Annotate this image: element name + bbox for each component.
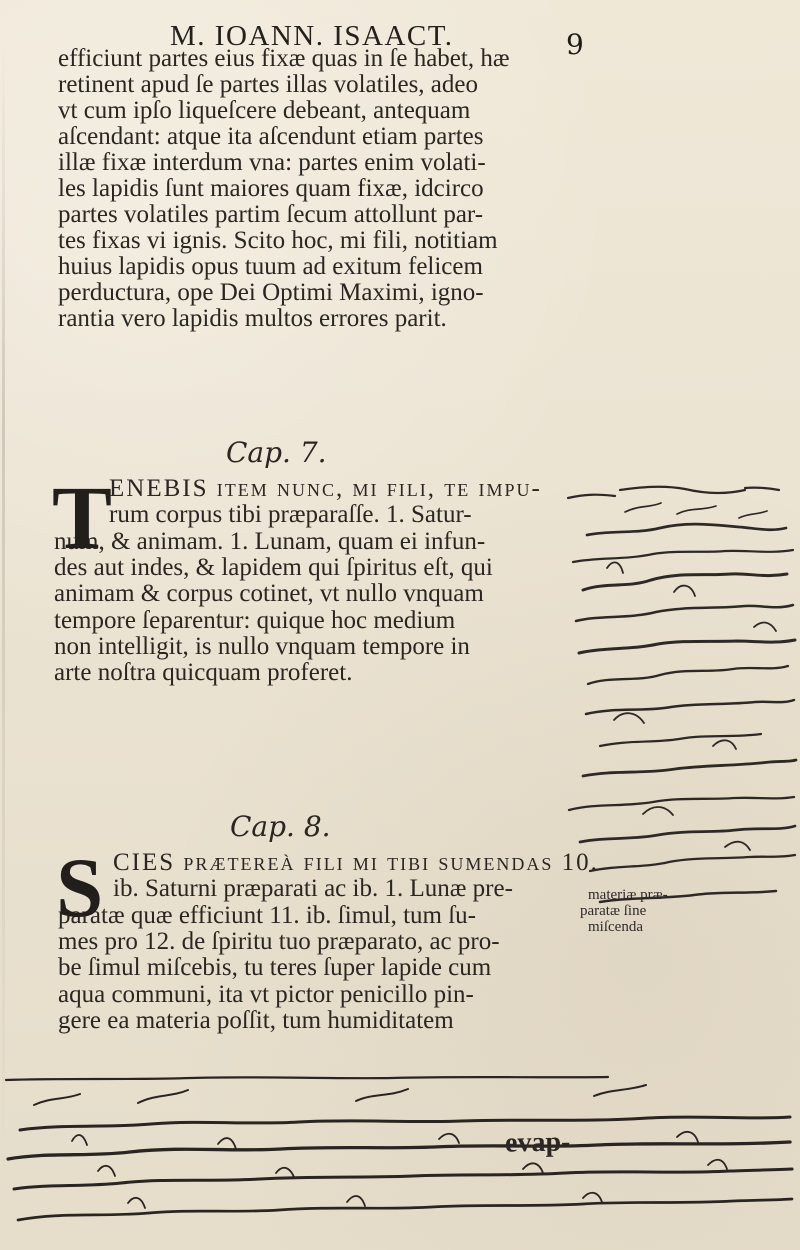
paragraph-line: rum corpus tibi præparaſſe. 1. Satur- <box>109 501 472 529</box>
running-head: M. IOANN. ISAACT. <box>170 20 454 52</box>
chapter-8 <box>58 812 618 1034</box>
text-line: partes volatiles partim ſecum attollunt par- <box>58 201 484 228</box>
paragraph-line: aqua communi, ita vt pictor penicillo pin- <box>58 980 474 1008</box>
paragraph-first-line-rest: CIES prætereà fili mi tibi ſumendas 10. <box>113 848 599 876</box>
chapter-8-paragraph <box>56 840 618 1035</box>
margin-note-line: materiæ præ- <box>588 887 668 903</box>
text-line: les lapidis ſunt maiores quam fixæ, idcirco <box>58 175 484 202</box>
page-edge-shadow <box>2 42 5 1192</box>
text-line: tes fixas vi ignis. Scito hoc, mi fili, notitiam <box>58 227 498 254</box>
paragraph-line: arte noſtra quicquam proferet. <box>54 659 353 687</box>
bottom-handwriting <box>0 1070 800 1250</box>
chapter-7-paragraph <box>52 468 614 687</box>
text-line: vt cum ipſo liqueſcere debeant, antequam <box>58 97 471 124</box>
paragraph-line: gere ea materia poſſit, tum humiditatem <box>58 1007 454 1035</box>
paragraph-line: des aut indes, & lapidem qui ſpiritus eſt, qui <box>54 553 493 581</box>
text-line: retinent apud ſe partes illas volatiles, adeo <box>58 71 478 98</box>
paragraph-first-line <box>58 850 618 876</box>
paragraph-line: animam & corpus cotinet, vt nullo vnquam <box>54 580 484 608</box>
paragraph-line: tempore ſeparentur: quique hoc medium <box>54 606 456 634</box>
margin-note-line: miſcenda <box>588 918 643 935</box>
margin-note <box>580 888 775 935</box>
text-line: efficiunt partes eius fixæ quas in ſe habet, hæ <box>58 45 510 72</box>
text-line: huius lapidis opus tuum ad exitum felicem <box>58 253 483 280</box>
paragraph-first-line-rest: ENEBIS item nunc, mi fili, te impu- <box>109 474 542 502</box>
text-line: illæ fixæ interdum vna: partes enim volati- <box>58 149 486 176</box>
text-line: rantia vero lapidis multos errores parit. <box>58 305 447 332</box>
text-line: aſcendant: atque ita aſcendunt etiam partes <box>58 123 484 150</box>
chapter-title: Cap. 8. <box>230 810 331 843</box>
paragraph-line: mes pro 12. de ſpiritu tuo præparato, ac pro- <box>58 927 500 955</box>
ink-word: evap- <box>504 1126 571 1159</box>
margin-note-line: paratæ ſine <box>580 902 647 919</box>
paragraph-first-line <box>54 476 614 502</box>
page-mark: 9 <box>566 28 584 61</box>
drop-initial-t: T <box>52 468 113 568</box>
drop-initial-s: S <box>56 840 104 935</box>
paragraph-line: paratæ quæ efficiunt 11. ib. ſimul, tum ſu- <box>58 901 477 929</box>
opening-text <box>58 46 613 332</box>
paragraph-line: non intelligit, is nullo vnquam tempore in <box>54 633 470 661</box>
paragraph-line: num, & animam. 1. Lunam, quam ei infun- <box>54 527 486 555</box>
chapter-title: Cap. 7. <box>226 436 327 469</box>
chapter-7 <box>54 438 614 687</box>
paragraph-line: ib. Saturni præparati ac ib. 1. Lunæ pre- <box>113 875 513 903</box>
paragraph-line: be ſimul miſcebis, tu teres ſuper lapide cum <box>58 954 492 982</box>
text-line: perductura, ope Dei Optimi Maximi, igno- <box>58 279 484 306</box>
